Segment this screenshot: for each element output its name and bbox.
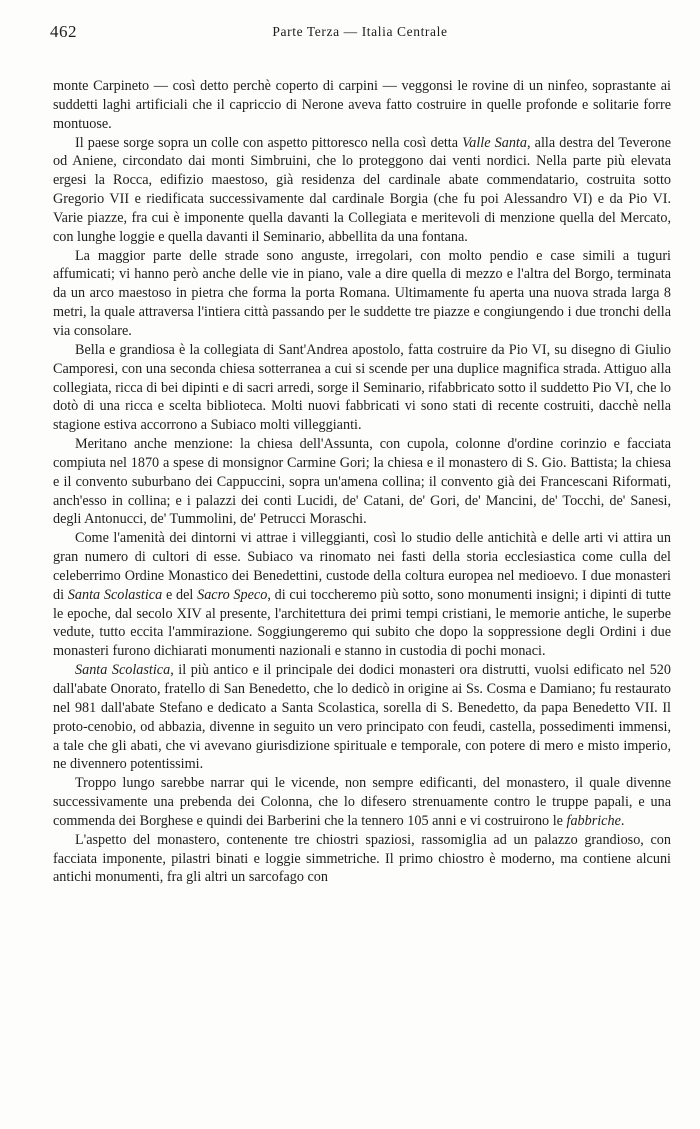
page-header — [50, 22, 670, 46]
paragraph — [53, 774, 671, 831]
italic-text: Sacro Speco — [197, 586, 268, 603]
paragraph — [53, 77, 671, 134]
text-run: Meritano anche menzione: la chiesa dell'Assunta, con cupola, colonne d'ordine corinzio e facciata compiuta nel 1870 a spese di monsignor Carmine Gori; la chiesa e il monastero di S. Gio. Battista; la chiesa e il convento suburbano dei Cappuccini, sopra un'amena collina; il convento già dei Francescani Riformati, anch'esso in collina; e i palazzi dei conti Lucidi, de' Catani, de' Gori, de' Mancini, de' Tocchi, de' Sanesi, degli Antonucci, de' Tummolini, de' Petrucci Moraschi. — [53, 436, 671, 528]
text-run: La maggior parte delle strade sono anguste, irregolari, con molto pendio e case simili a tuguri affumicati; vi hanno però anche delle vie in piano, vale a dire quella di mezzo e l'altra del Borgo, terminata da un arco maestoso in pietra che forma la porta Romana. Ultimamente fu aperta una nuova strada larga 8 metri, la quale attraversa l'intiera città passando per le suddette tre piazze e congiungendo i due tronchi della via consolare. — [53, 247, 671, 339]
paragraph — [53, 831, 671, 888]
text-run: L'aspetto del monastero, contenente tre chiostri spaziosi, rassomiglia ad un palazzo grandioso, con facciata imponente, pilastri binati e loggie simmetriche. Il primo chiostro è moderno, ma contiene alcuni antichi monumenti, fra gli altri un sarcofago con — [53, 831, 671, 886]
text-run: Come l'amenità dei dintorni vi attrae i villeggianti, così lo studio delle antichità e delle arti vi attira un gran numero di cultori di esse. Subiaco va rinomato nei fasti della storia ecclesiastica come culla del celeberrimo Ordine Monastico dei Benedettini, custode della coltura europea nel medioevo. I due monasteri di — [53, 530, 671, 603]
paragraph — [53, 529, 671, 661]
italic-text: fabbriche — [566, 812, 621, 829]
paragraph — [53, 134, 671, 247]
text-run: Bella e grandiosa è la collegiata di Sant'Andrea apostolo, fatta costruire da Pio VI, su disegno di Giulio Camporesi, con una seconda chiesa sotterranea a cui si scende per una duplice magnifica strada. Attiguo alla collegiata, ricca di bei dipinti e di sacri arredi, sorge il Seminario, rifabbricato sotto il suddetto Pio VI, che lo dotò di una ricca e scelta biblioteca. Molti nuovi fabbricati vi sono stati di recente costruiti, dacchè nella stagione estiva accorrono a Subiaco molti villeggianti. — [53, 341, 671, 434]
text-run: , alla destra del Teverone od Aniene, circondato dai monti Simbruini, che lo proteggono dai venti nordici. Nella parte più elevata ergesi la Rocca, edifizio maestoso, già residenza del cardinale abate commendatario, costruita sotto Gregorio VII e riedificata successivamente dal cardinale Borgia (che fu poi Alessandro VI) e da Pio VI. Varie piazze, fra cui è imponente quella davanti la Collegiata e meritevoli di menzione quella del Mercato, con lunghe loggie e quella davanti il Seminario, abbellita da una fontana. — [53, 134, 672, 245]
page-number: 462 — [50, 22, 77, 41]
italic-text: Valle Santa — [462, 134, 527, 151]
italic-text: Santa Scolastica — [75, 662, 171, 679]
paragraph — [53, 341, 671, 435]
text-run: Il paese sorge sopra un colle con aspetto pittoresco nella così detta — [75, 134, 463, 151]
text-run: monte Carpineto — così detto perchè coperto di carpini — veggonsi le rovine di un ninfeo, soprastante ai suddetti laghi artificiali che il capriccio di Nerone aveva fatto costruire in quelle profonde e solitarie forre montuose. — [53, 78, 671, 132]
paragraph — [53, 435, 671, 529]
body-text — [53, 77, 671, 887]
text-run: Troppo lungo sarebbe narrar qui le vicende, non sempre edificanti, del monastero, il quale divenne successivamente una prebenda dei Colonna, che lo difesero strenuamente contro le truppe papali, e una commenda dei Borghese e quindi dei Barberini che la tennero 105 anni e vi costruirono le — [53, 775, 671, 829]
paragraph — [53, 247, 671, 341]
text-run: , di cui toccheremo più sotto, sono monumenti insigni; i dipinti di tutte le epoche, dal secolo XIV al presente, l'architettura dei primi tempi cristiani, le memorie antiche, le superbe vedute, tutto eccita l'ammirazione. Soggiungeremo qui subito che dopo la soppressione degli Ordini i due monasteri furono dichiarati monumenti nazionali e stanno in custodia di pochi monaci. — [53, 586, 671, 660]
text-run: , il più antico e il principale dei dodici monasteri ora distrutti, vuolsi edificato nel 520 dall'abate Onorato, fratello di San Benedetto, che lo dedicò in origine ai Ss. Cosma e Damiano; fu restaurato nel 981 dall'abate Stefano e dedicato a Santa Scolastica, sorella di S. Benedetto, da papa Benedetto VII. Il proto-cenobio, od abbazia, divenne in seguito un vero principato con feudi, castella, possedimenti immensi, a tale che gli abati, che vi avevano giurisdizione spirituale e temporale, con potere di mero e misto imperio, ne divennero potentissimi. — [53, 662, 671, 773]
paragraph — [53, 661, 671, 774]
text-run: e del — [162, 586, 198, 603]
running-title: Parte Terza — Italia Centrale — [272, 24, 448, 39]
italic-text: Santa Scolastica — [67, 586, 163, 603]
text-run: . — [620, 812, 625, 829]
